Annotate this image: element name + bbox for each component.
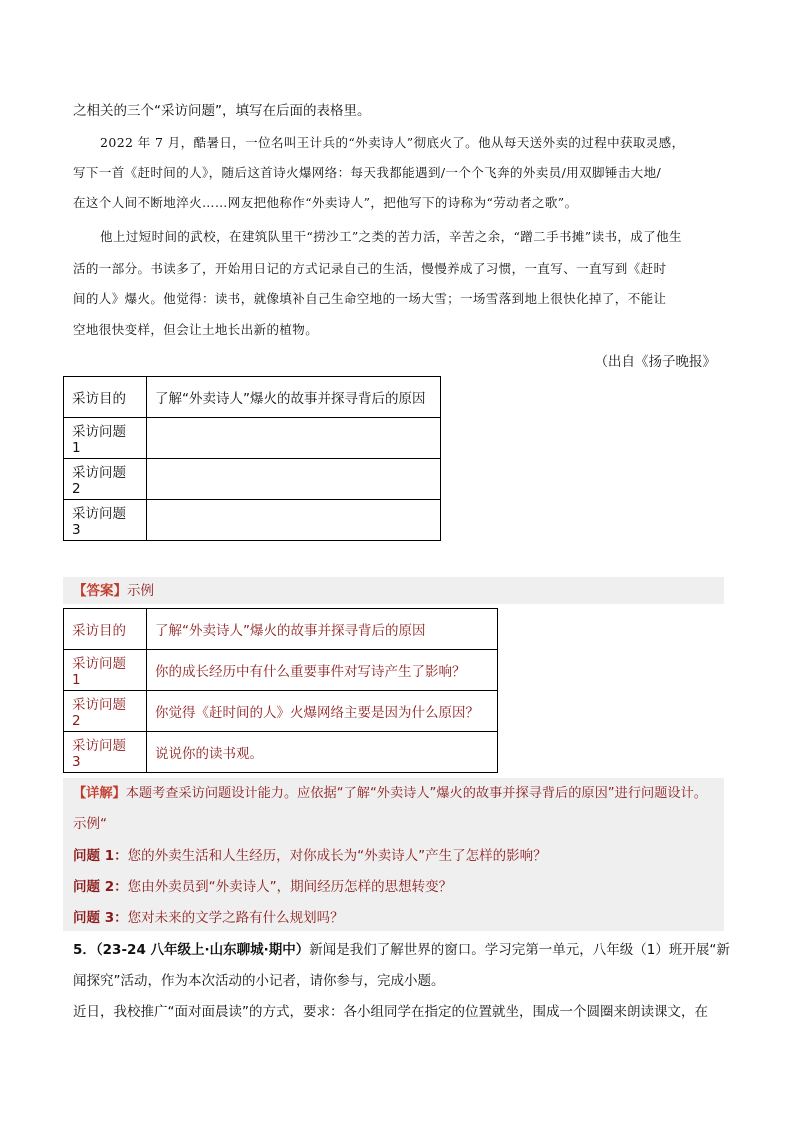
- answer-tag: 【答案】: [73, 583, 127, 599]
- table-row: [64, 459, 441, 500]
- question-text: 您由外卖员到“外卖诗人”，期间经历怎样的思想转变？: [127, 879, 453, 895]
- question-label: 问题 1：: [73, 848, 128, 864]
- table-row: [64, 732, 498, 773]
- detail-line: [73, 784, 707, 804]
- q5-text-1: 新闻是我们了解世界的窗口。学习完第一单元，八年级（1）班开展“新: [309, 942, 730, 958]
- table-row: [64, 609, 498, 650]
- table-cell-key: 采访问题 2: [64, 691, 147, 732]
- passage-source: （出自《扬子晚报》: [594, 354, 716, 370]
- detail-question-2: [73, 877, 452, 897]
- question-text: 您的外卖生活和人生经历，对你成长为“外卖诗人”产生了怎样的影响？: [127, 848, 547, 864]
- detail-question-1: [73, 846, 547, 866]
- passage-line-4: 他上过短时间的武校，在建筑队里干“捞沙工”之类的苦力活，辛苦之余，“蹭二手书摊”读书，成了他生: [100, 229, 682, 244]
- table-cell-key: 采访问题 1: [64, 650, 147, 691]
- passage-line-2: 写下一首《赶时间的人》，随后这首诗火爆网络：每天我都能遇到/一个个飞奔的外卖员/用双脚锤击大地/: [73, 165, 662, 180]
- table-row: [64, 418, 441, 459]
- table-cell-value: 说说你的读书观。: [147, 732, 498, 773]
- intro-line: 之相关的三个“采访问题”，填写在后面的表格里。: [73, 103, 371, 119]
- table-row: [64, 377, 441, 418]
- table-cell-value: 了解“外卖诗人”爆火的故事并探寻背后的原因: [147, 609, 498, 650]
- detail-tag: 【详解】: [73, 786, 126, 801]
- table-cell-key: 采访问题 3: [64, 732, 147, 773]
- q5-line-1: [73, 940, 730, 960]
- passage-line-5: 活的一部分。书读多了，开始用日记的方式记录自己的生活，慢慢养成了习惯，一直写、一直写到《赶时: [73, 261, 667, 276]
- passage-line-1: 2022 年 7 月，酷暑日，一位名叫王计兵的“外卖诗人”彻底火了。他从每天送外卖的过程中获取灵感，: [100, 135, 685, 150]
- q5-line-2: 闻探究”活动，作为本次活动的小记者，请你参与，完成小题。: [73, 973, 445, 989]
- passage-line-7: 空地很快变样，但会让土地长出新的植物。: [73, 322, 319, 337]
- passage-line-6: 间的人》爆火。他觉得：读书，就像填补自己生命空地的一场大雪；一场雪落到地上很快化掉了，不能让: [73, 291, 667, 306]
- detail-text: 本题考查采访问题设计能力。应依据“了解“外卖诗人”爆火的故事并探寻背后的原因”进行问题设计。: [125, 786, 707, 801]
- table-cell-blank: [147, 418, 441, 459]
- table-row: [64, 691, 498, 732]
- table-row: [64, 500, 441, 541]
- table-cell-blank: [147, 500, 441, 541]
- q5-source: （23-24 八年级上·山东聊城·期中）: [95, 942, 310, 958]
- table-cell-value: 你的成长经历中有什么重要事件对写诗产生了影响？: [147, 650, 498, 691]
- table-cell-value: 你觉得《赶时间的人》火爆网络主要是因为什么原因？: [147, 691, 498, 732]
- answer-tag-text: 示例: [127, 583, 154, 599]
- table-cell-blank: [147, 459, 441, 500]
- table-cell-value: 了解“外卖诗人”爆火的故事并探寻背后的原因: [147, 377, 441, 418]
- passage-line-3: 在这个人间不断地淬火……网友把他称作“外卖诗人”，把他写下的诗称为“劳动者之歌”。: [73, 195, 578, 210]
- answer-background: [63, 577, 724, 604]
- table-cell-key: 采访目的: [64, 377, 147, 418]
- detail-question-3: [73, 908, 344, 928]
- q5-line-3: 近日，我校推广“面对面晨读”的方式，要求：各小组同学在指定的位置就坐，围成一个圆圈来朗读课文，在: [73, 1004, 708, 1020]
- blank-interview-table: [63, 376, 441, 541]
- question-text: 您对未来的文学之路有什么规划吗？: [127, 910, 344, 926]
- question-label: 问题 2：: [73, 879, 128, 895]
- answer-table: [63, 608, 498, 773]
- table-cell-key: 采访问题 1: [64, 418, 147, 459]
- table-cell-key: 采访目的: [64, 609, 147, 650]
- question-label: 问题 3：: [73, 910, 128, 926]
- detail-example: 示例“: [73, 816, 107, 832]
- table-cell-key: 采访问题 2: [64, 459, 147, 500]
- table-row: [64, 650, 498, 691]
- q5-number: 5．: [73, 942, 96, 958]
- answer-heading: [73, 581, 154, 601]
- table-cell-key: 采访问题 3: [64, 500, 147, 541]
